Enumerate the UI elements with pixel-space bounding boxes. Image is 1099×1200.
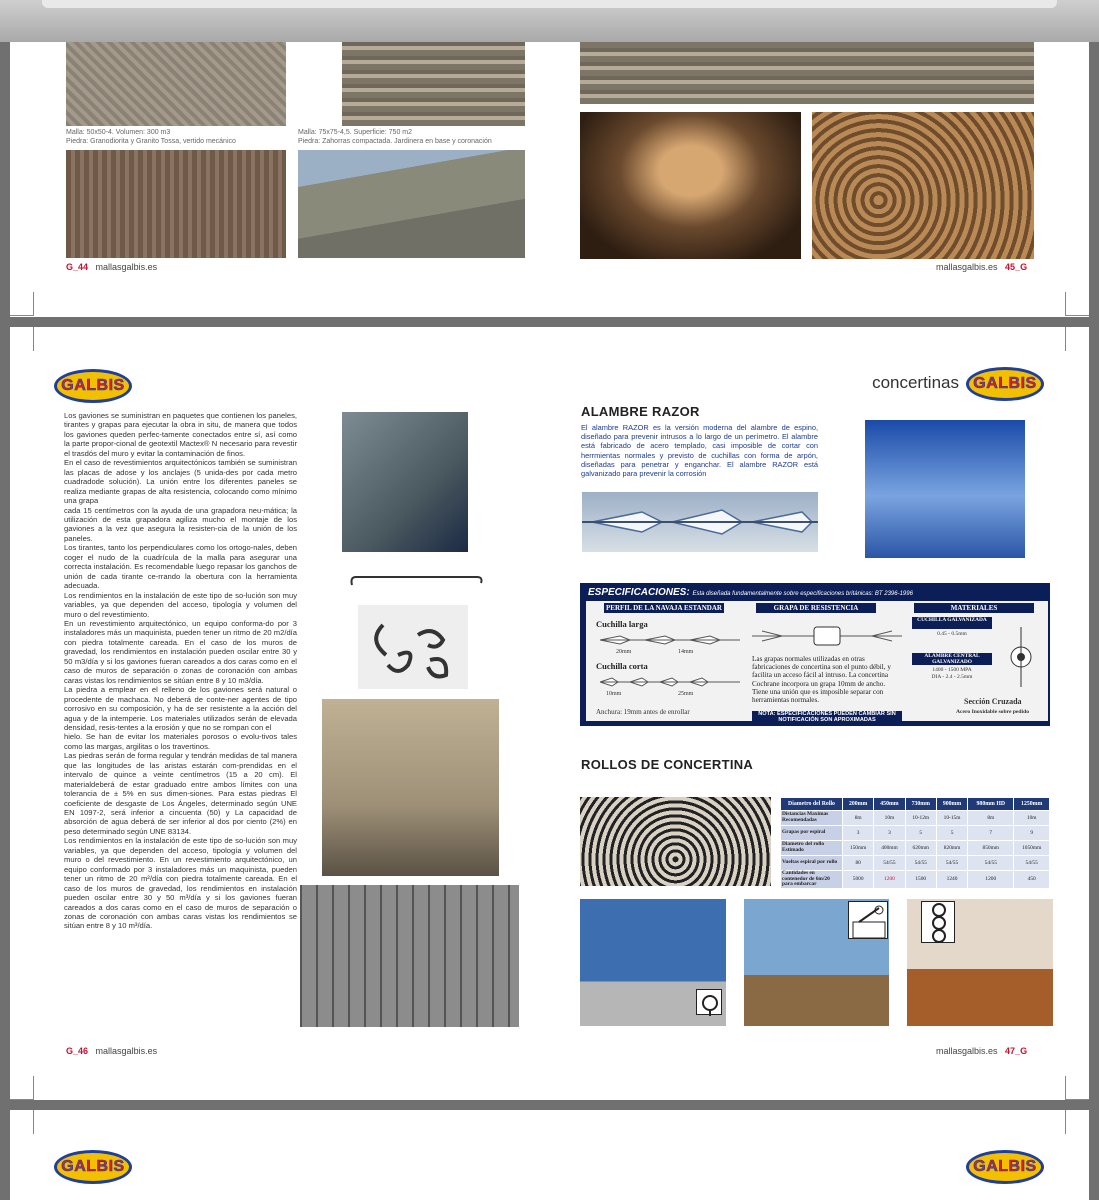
site-url-right: mallasgalbis.es [936,1046,998,1056]
table-row-label: Cantidades en contenedor de 6m/20 para embarcar [781,871,843,889]
table-header-cell: Diametro del Rollo [781,798,843,811]
dim-label: 14mm [678,649,694,655]
logo-text: GALBIS [61,1158,125,1175]
table-cell: 5 [936,826,967,841]
table-cell: 820mm [936,841,967,856]
rollos-title: ROLLOS DE CONCERTINA [581,757,754,772]
table-row [781,826,1050,841]
page-number-44: G_44 [66,262,89,272]
table-header-cell: 980mm HD [968,798,1014,811]
spread-next-pages [10,1110,1089,1200]
table-header-cell: 1250mm [1014,798,1050,811]
brick-gabion-photo [66,150,286,258]
concertina-roll-table [780,797,1050,889]
logo-text: GALBIS [973,375,1037,392]
spec-subtitle: Esta diseñada fundamentalmente sobre especificaciones británicas: BT 2396-1996 [692,591,913,597]
staples-photo [358,605,468,689]
table-cell: 450 [1014,871,1050,889]
long-blade-diagram [600,633,740,647]
dim-label: 20mm [616,649,632,655]
table-cell: 7 [968,826,1014,841]
table-cell: 10m [1014,811,1050,826]
folio-left [66,262,157,272]
body-text-column [64,411,297,931]
material-value: 0.45 - 0.5mm [937,631,967,637]
gabion-road-photo [342,42,525,126]
table-cell: 54/55 [936,856,967,871]
stainless-note: Acero Inoxidable sobre pedido [956,709,1029,715]
spread-pages-44-45 [10,42,1089,317]
table-cell: 10m [874,811,905,826]
body-paragraph: Las piedras serán de forma regular y tendrán medidas de tal manera que las longitudes de las aristas estarán com-prendidas en el intervalo de quince a veinte centímetros (15 a 20 cm). El materialdeberá de estar graduado entre ambos límites con una tolerancia de ± 5% en sus dimen-siones. Para estas piedras El coeficiente de desgaste de Los Ángeles, determinado según UNE EN 1097-2, será inferior a cincuenta (50) y La capacidad de absorción de agua deberá de ser inferior al dos por ciento (2%) en peso determinado según UNE 83134. [64,751,297,836]
folio-left [66,1046,157,1056]
body-paragraph: hielo. Se han de evitar los materiales porosos o evolu-tivos tales como las margas, argilitas o los travertinos. [64,732,297,751]
body-paragraph: Los rendimientos en la instalación de este tipo de so-lución son muy variables, ya que dependen del acceso, tipología y volumen del muro o del revestimiento. En un revestimiento arquitectónico, un equipo conformado por 3 instaladores más un maquinista, pueden tener un ritmo de 20 m²/día con piedra totalmente careada. En el caso de los muros de gravedad, los rendimientos en instalación pueden oscilar entre 30 y 50 m³/día y si los gaviones fueran careados a dos caras como en el caso de muros de separación o zonas de coronación con ambas caras vistas los rendimientos se sitúan entre 8 y 10 m³/día. [64,836,297,931]
body-paragraph: La piedra a emplear en el relleno de los gaviones será natural o procedente de machaca. No deberá de conte-ner agentes de tipo corrosivo en su composición, y ha de ser resistente a la acción del agua y de la intemperie. Los materiales utilizados serán de elevada densidad, resis-tentes a la erosión y que no se rompan con el [64,685,297,732]
table-row-label: Grapas por espiral [781,826,843,841]
table-cell: 9 [1014,826,1050,841]
table-header-cell: 900mm [936,798,967,811]
tunnel-gabion-photo [580,112,801,259]
table-row [781,856,1050,871]
crop-mark [1065,292,1089,316]
table-cell: 80 [843,856,874,871]
site-url-left: mallasgalbis.es [95,1046,158,1056]
table-cell: 3 [843,826,874,841]
table-header-cell: 450mm [874,798,905,811]
folio-right [936,262,1027,272]
table-row [781,841,1050,856]
spec-col-header: GRAPA DE RESISTENCIA [756,603,876,613]
label-cuchilla-corta: Cuchilla corta [596,661,648,671]
staple-diagram [752,621,902,651]
spread-pages-46-47 [10,327,1089,1100]
body-paragraph: cada 15 centímetros con la ayuda de una grapadora neu-mática; la utilización de esta grapadora agiliza mucho el montaje de los gaviones a la vez que asegura la resisten-cia de la unión de los paneles. [64,505,297,543]
body-paragraph: En un revestimiento arquitectónico, un equipo conforma-do por 3 instaladores más un maquinista, pueden tener un ritmo de 20 m2/día con piedra totalmente careada. En el caso de los muros de gravedad, los rendimientos en instalación pueden oscilar entre 30 y 50 m3/día y si los gaviones fueran careados a dos caras como en el caso de muros de separación o zonas de coronación con ambas caras vistas los rendimientos se sitúan entre 8 y 10 m3/día. [64,618,297,685]
page-number-46: G_46 [66,1046,89,1056]
table-row-label: Distancias Maximas Recomendadas [781,811,843,826]
specifications-panel [580,583,1050,726]
table-cell: 1200 [968,871,1014,889]
table-cell: 1200 [874,871,905,889]
crop-mark [1065,327,1089,351]
caption-left-2: Piedra: Granodiorita y Granito Tossa, vertido mecánico [66,138,236,145]
caption-right-2: Piedra: Zahorras compactada. Jardinera en base y coronación [298,138,492,145]
table-row-label: Vueltas espiral por rollo [781,856,843,871]
caption-right-1: Malla: 75x75-4,5. Superficie: 750 m2 [298,129,413,136]
cross-section-label: Sección Cruzada [964,697,1022,706]
spec-header [582,585,1048,600]
viewer-toolbar [0,0,1099,42]
table-cell: 10-15m [936,811,967,826]
table-cell: 54/55 [968,856,1014,871]
staples-icon [358,605,468,689]
galbis-logo [966,367,1044,401]
razor-description: El alambre RAZOR es la versión moderna del alambre de espino, diseñado para prevenir intrusos a lo largo de un perímetro. El alambre está fabricado de acero templado, casi imposible de cortar con herrmientas normales y previsto de cuchillas con forma de arpón, diseñadas para penetrar y enganchar. El alambre RAZOR está galvanizado para prevenir la corrosión [581,423,818,479]
blade-width-note: Anchura: 19mm antes de enrollar [596,708,690,716]
crop-mark [10,327,34,351]
table-header-row [781,798,1050,811]
table-cell: 150mm [843,841,874,856]
crop-mark [10,1110,34,1134]
body-paragraph: Los rendimientos en la instalación de este tipo de so-lución son muy variables, ya que dependen del acceso, tipología y volumen del muro o del revestimiento. [64,590,297,619]
crop-mark [1065,1110,1089,1134]
material-value: DIA - 2.4 - 2.5mm [931,674,973,680]
cross-section-diagram [996,627,1046,687]
viewer-tab[interactable] [42,0,1057,8]
material-label: CUCHILLA GALVANIZADA [912,617,992,629]
table-cell: 54/55 [905,856,936,871]
table-cell: 620mm [905,841,936,856]
table-header-cell: 730mm [905,798,936,811]
table-cell: 10-12m [905,811,936,826]
table-cell: 3 [874,826,905,841]
gabion-wall-photo [66,42,286,126]
label-cuchilla-larga: Cuchilla larga [596,619,648,629]
table-cell: 5000 [843,871,874,889]
caption-left-1: Malla: 50x50-4. Volumen: 300 m3 [66,129,171,136]
fence-mount-icon [696,989,722,1015]
razor-title: ALAMBRE RAZOR [581,404,700,419]
table-cell: 54/55 [874,856,905,871]
log-gabion-photo [812,112,1034,259]
galbis-logo [966,1150,1044,1184]
site-url-right: mallasgalbis.es [936,262,998,272]
stone-wall-banner-photo [580,42,1034,104]
table-cell: 1500 [905,871,936,889]
galbis-logo [54,369,132,403]
worker-installing-photo [322,699,499,876]
site-url-left: mallasgalbis.es [95,262,158,272]
crop-mark [10,1076,34,1100]
galbis-logo [54,1150,132,1184]
table-cell: 8m [843,811,874,826]
spec-col-header: PERFIL DE LA NAVAJA ESTANDAR [604,603,724,613]
short-blade-diagram [600,675,740,689]
body-paragraph: En el caso de revestimientos arquitectónicos también se suministran las placas de adose y los anclajes (5 unida-des por cada metro cuadradode solución). La unión entre los diferentes paneles se realiza mediante grapas de alta resistencia, colocando como mínimo una grapa [64,458,297,506]
table-row [781,811,1050,826]
spec-note: NOTA: ESPECIFICACIONES PUEDEN CAMBIAR SIN NOTIFICACIÓN SON APROXIMADAS [752,711,902,723]
gabion-cage-photo [300,885,519,1027]
page-number-45: 45_G [1005,262,1028,272]
table-cell: 1050mm [1014,841,1050,856]
spec-title: ESPECIFICACIONES: [588,587,690,598]
stapler-machine-photo [342,412,468,552]
folio-right [936,1046,1027,1056]
table-header-cell: 200mm [843,798,874,811]
concertina-coils-photo [580,797,771,886]
material-label: ALAMBRE CENTRAL GALVANIZADO [912,653,992,665]
table-row-label: Diametro del rollo Estimado [781,841,843,856]
material-value: 1400 - 1500 MPA [932,667,972,673]
spec-col-header: MATERIALES [914,603,1034,613]
logo-text: GALBIS [61,377,125,394]
table-cell: 8m [968,811,1014,826]
dim-label: 25mm [678,691,694,697]
crop-mark [1065,1076,1089,1100]
table-cell: 5 [905,826,936,841]
page-number-47: 47_G [1005,1046,1028,1056]
table-cell: 400mm [874,841,905,856]
ground-mount-icon [921,901,955,943]
razor-blade-photo [582,492,818,552]
section-header-concertinas: concertinas [872,373,959,392]
table-row [781,871,1050,889]
highway-gabion-photo [298,150,525,258]
spec-body [586,601,1048,721]
tie-rod-illustration [347,571,487,591]
logo-text: GALBIS [973,1158,1037,1175]
body-paragraph: Los tirantes, tanto los perpendiculares como los ortogo-nales, deben coger el nudo de la cuadrícula de la malla para asegurar una correcta instalación. Es recomendable luego repasar los ganchos de unión de cada tirante ce-rrando la obertura con la herramienta adecuada. [64,543,297,591]
table-cell: 54/55 [1014,856,1050,871]
staple-description: Las grapas normales utilizadas en otras fabricaciones de concertina son el punto débil, y facilita un acceso fácil al intruso. La concertina Cochrane incorpora un grapa 10mm de ancho. Tiene una unión que es imposible separar con herramientas normales. [752,655,891,705]
crop-mark [10,292,34,316]
table-cell: 1240 [936,871,967,889]
razor-wire-sky-photo [865,420,1025,558]
wall-mount-icon [848,901,888,939]
table-cell: 850mm [968,841,1014,856]
body-paragraph: Los gaviones se suministran en paquetes que contienen los paneles, tirantes y grapas para ejecutar la obra in situ, de manera que todos los gaviones queden perfec-tamente conectados entre sí, así como la parte propor-cional de geotextil Mactex® N necesario para revestir el trasdós del muro y evitar la contaminación de finos. [64,411,297,458]
dim-label: 10mm [606,691,622,697]
razor-blade-icon [582,492,818,552]
